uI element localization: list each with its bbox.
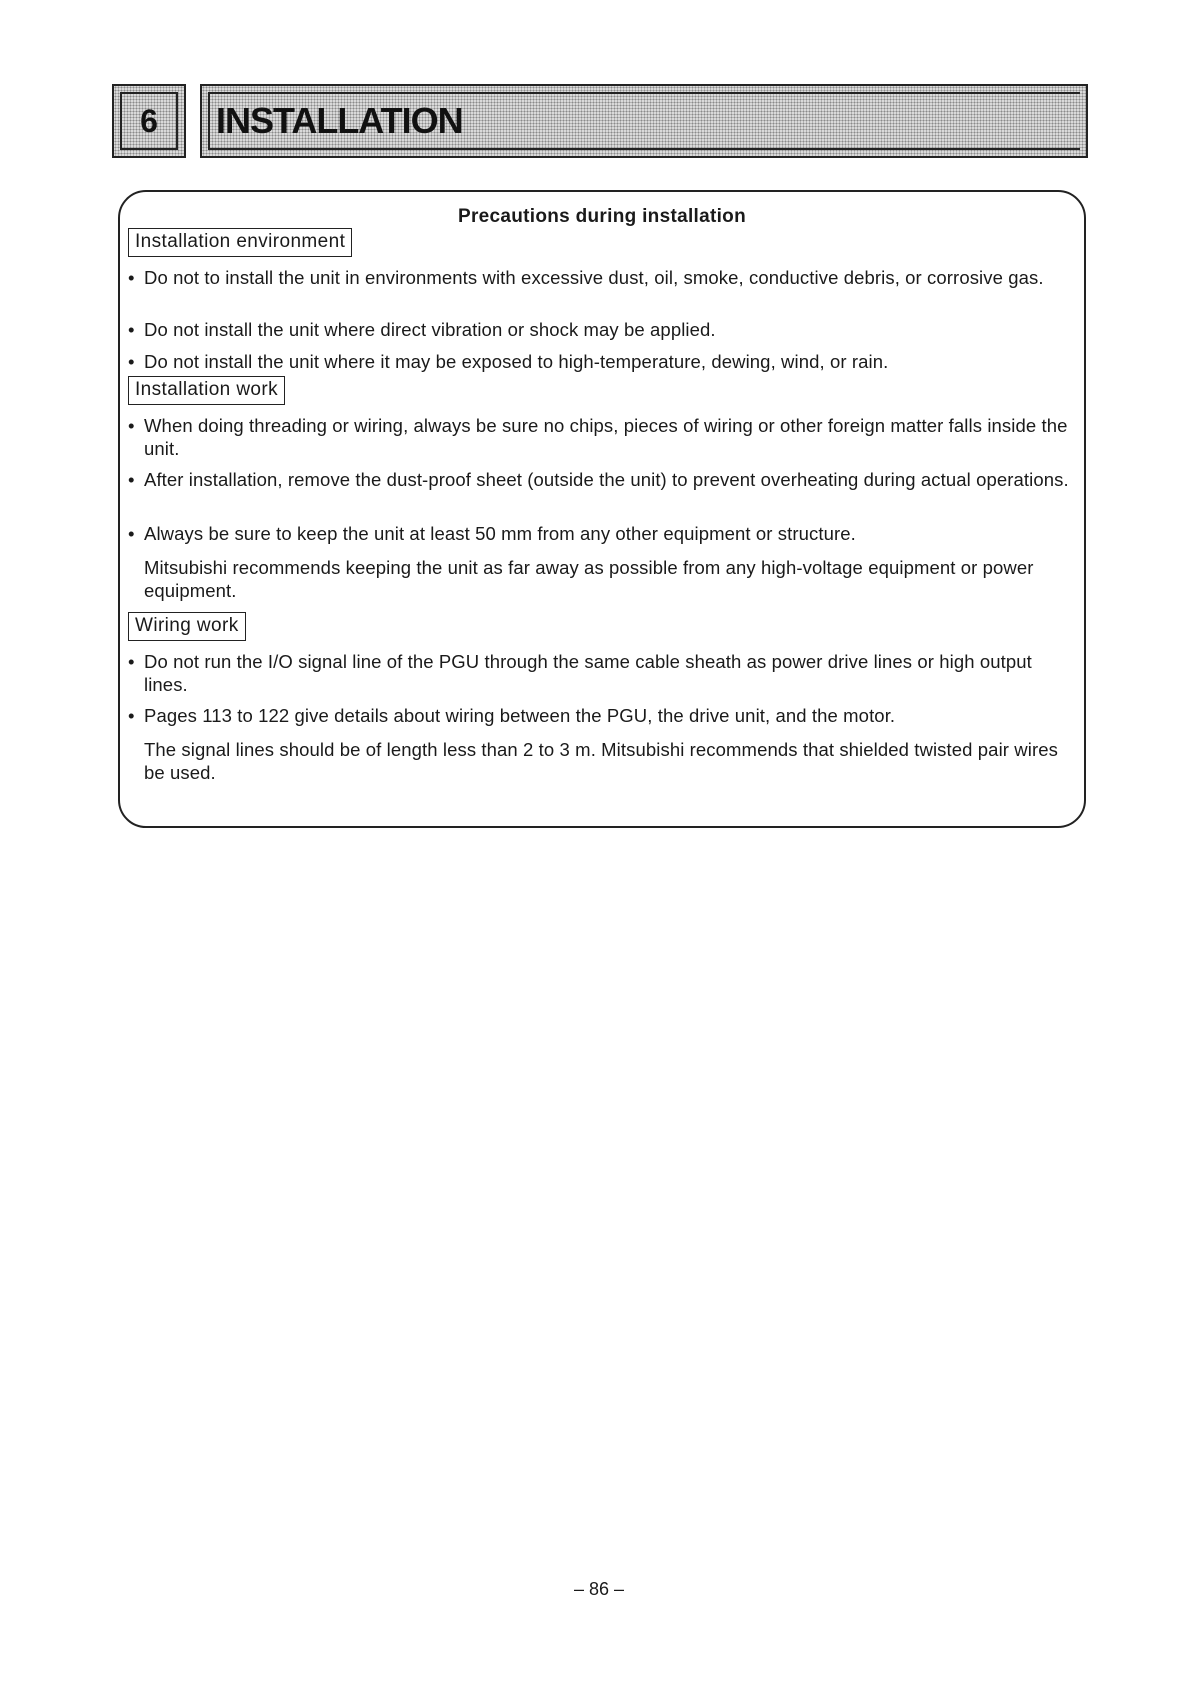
list-item — [128, 738, 1076, 784]
list-item — [128, 318, 1076, 341]
chapter-number-box — [112, 84, 186, 158]
list-item — [128, 556, 1076, 602]
list-item — [128, 650, 1076, 696]
section-label-installation-work: Installation work — [128, 376, 285, 405]
section-label-wiring-work: Wiring work — [128, 612, 246, 641]
list-item-text: When doing threading or wiring, always be sure no chips, pieces of wiring or other foreign matter falls inside the unit. — [144, 415, 1068, 459]
list-item-text: Pages 113 to 122 give details about wiring between the PGU, the drive unit, and the motor. — [144, 705, 896, 726]
chapter-title: INSTALLATION — [208, 92, 1080, 150]
list-item-text: Mitsubishi recommends keeping the unit as far away as possible from any high-voltage equipment or power equipment. — [144, 557, 1034, 601]
list-item-text: Do not to install the unit in environments with excessive dust, oil, smoke, conductive debris, or corrosive gas. — [144, 267, 1044, 288]
list-item-text: The signal lines should be of length less than 2 to 3 m. Mitsubishi recommends that shielded twisted pair wires be used. — [144, 739, 1058, 783]
list-item — [128, 522, 1076, 545]
list-item-text: Do not run the I/O signal line of the PGU through the same cable sheath as power drive lines or high output lines. — [144, 651, 1032, 695]
list-item — [128, 704, 1076, 727]
list-item — [128, 468, 1076, 491]
chapter-number: 6 — [120, 92, 178, 150]
list-item — [128, 266, 1076, 289]
bullet: • — [128, 651, 135, 672]
list-item-text: After installation, remove the dust-proof sheet (outside the unit) to prevent overheating during actual operations. — [144, 469, 1069, 490]
list-item — [128, 350, 1076, 373]
list-item-text: Always be sure to keep the unit at least 50 mm from any other equipment or structure. — [144, 523, 856, 544]
bullet: • — [128, 469, 135, 490]
chapter-title-box — [200, 84, 1088, 158]
list-item-text: Do not install the unit where direct vibration or shock may be applied. — [144, 319, 716, 340]
panel-title: Precautions during installation — [457, 206, 746, 227]
chapter-header — [112, 84, 1088, 160]
section-label-installation-environment: Installation environment — [128, 228, 352, 257]
list-item — [128, 414, 1076, 460]
bullet: • — [128, 351, 135, 372]
bullet: • — [128, 705, 135, 726]
precautions-panel — [118, 190, 1086, 828]
bullet: • — [128, 523, 135, 544]
list-item-text: Do not install the unit where it may be exposed to high-temperature, dewing, wind, or rain. — [144, 351, 889, 372]
bullet: • — [128, 415, 135, 436]
page-number: – 86 – — [573, 1579, 625, 1599]
bullet: • — [128, 267, 135, 288]
bullet: • — [128, 319, 135, 340]
